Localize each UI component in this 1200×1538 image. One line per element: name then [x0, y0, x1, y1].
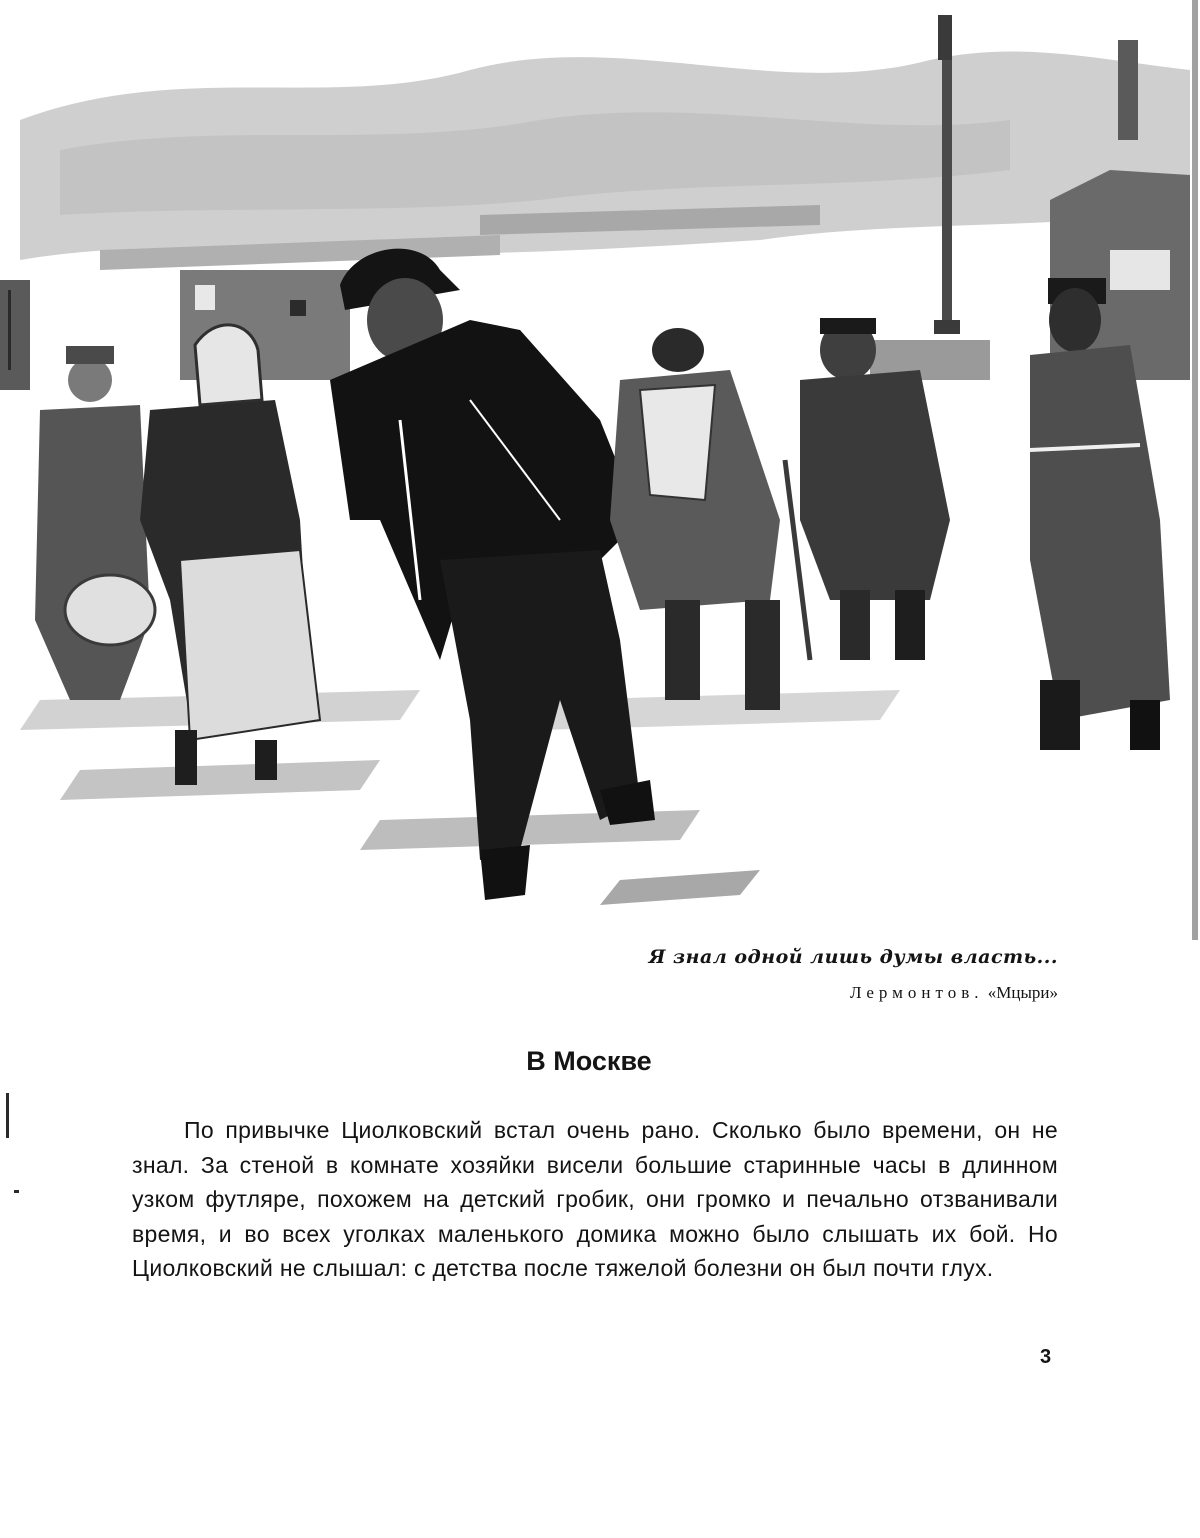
scan-mark	[6, 1093, 9, 1138]
sky-wash	[20, 51, 1190, 270]
page-number: 3	[1040, 1346, 1052, 1368]
chapter-title: В Москве	[526, 1046, 652, 1076]
scan-mark	[14, 1190, 19, 1193]
snow-shadows	[20, 690, 900, 905]
figure-old-man	[35, 346, 155, 700]
epigraph-work: «Мцыри»	[987, 983, 1058, 1002]
figure-main-man	[330, 249, 655, 900]
epigraph	[649, 940, 1058, 1008]
epigraph-author: Лермонтов.	[849, 983, 984, 1002]
body-paragraph: По привычке Циолковский встал очень рано. Сколько было времени, он не знал. За стеной в комнате хозяйки висели большие старинные часы в длинном узком футляре, похожем на детский гробик, они громко и печально отзванивали время, и во всех уголках маленького домика можно было слышать их бой. Но Циолковский не слышал: с детства после тяжелой болезни он был почти глух.	[132, 1117, 1058, 1281]
epigraph-quote: Я знал одной лишь думы власть...	[648, 946, 1058, 968]
figure-man-with-stick	[610, 328, 810, 710]
epigraph-source	[649, 978, 1058, 1008]
